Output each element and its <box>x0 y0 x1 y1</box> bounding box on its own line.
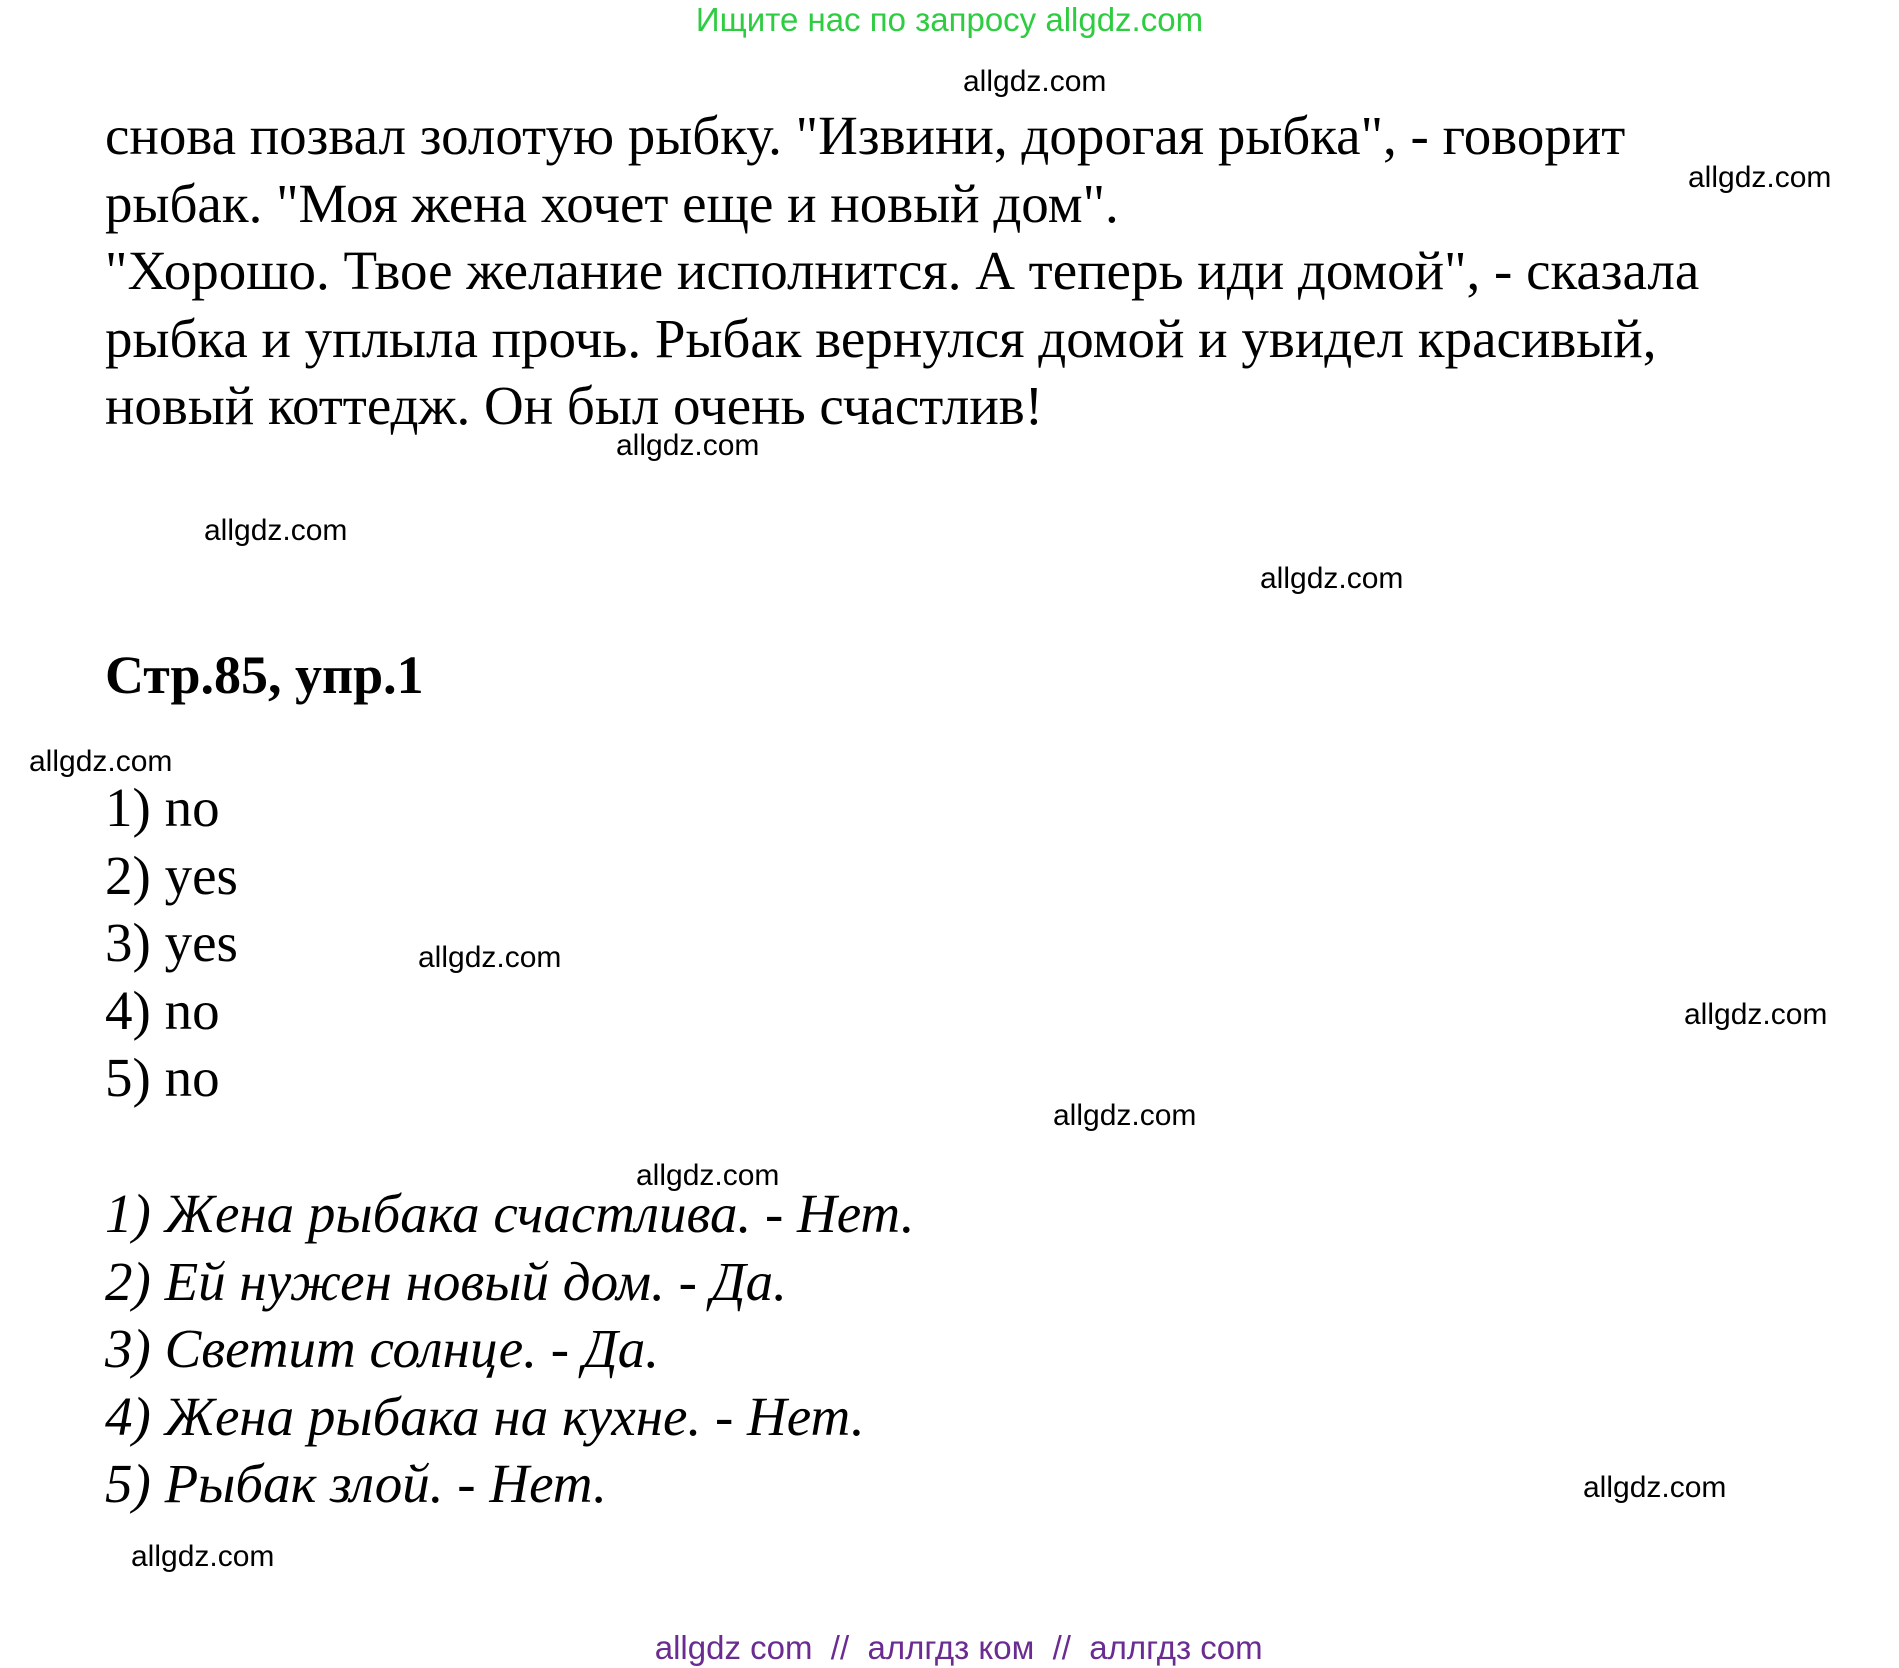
answer-item: 1) no <box>105 777 220 838</box>
paragraph-line: снова позвал золотую рыбку. "Извини, дорогая рыбка", - говорит <box>105 105 1626 166</box>
translation-item: 3) Светит солнце. - Да. <box>105 1318 660 1379</box>
watermark: allgdz.com <box>418 941 562 974</box>
exercise-heading: Стр.85, упр.1 <box>105 645 424 705</box>
banner-text[interactable]: Ищите нас по запросу allgdz.com <box>695 1 1204 38</box>
translation-item: 1) Жена рыбака счастлива. - Нет. <box>105 1183 915 1244</box>
paragraph-line: "Хорошо. Твое желание исполнится. А теперь иди домой", - сказала <box>105 240 1700 301</box>
footer-links[interactable] <box>0 1588 1899 1668</box>
paragraph-line: новый коттедж. Он был очень счастлив! <box>105 375 1044 436</box>
watermark: allgdz.com <box>963 65 1107 98</box>
paragraph-line: рыбка и уплыла прочь. Рыбак вернулся домой и увидел красивый, <box>105 307 1657 369</box>
translation-item: 5) Рыбак злой. - Нет. <box>105 1453 607 1514</box>
watermark: allgdz.com <box>636 1159 780 1192</box>
watermark: allgdz.com <box>131 1540 275 1573</box>
watermark: allgdz.com <box>616 429 760 462</box>
answer-item: 5) no <box>105 1047 220 1108</box>
footer-text[interactable]: allgdz com // аллгдз ком // аллгдз com <box>654 1629 1263 1666</box>
translation-item: 2) Ей нужен новый дом. - Да. <box>105 1250 787 1312</box>
watermark: allgdz.com <box>1053 1099 1197 1132</box>
translation-list <box>105 1180 915 1518</box>
watermark: allgdz.com <box>1688 161 1832 194</box>
watermark: allgdz.com <box>204 514 348 547</box>
answer-item: 3) yes <box>105 912 238 973</box>
story-paragraph <box>105 102 1885 440</box>
watermark: allgdz.com <box>29 745 173 778</box>
answer-list <box>105 774 238 1112</box>
watermark: allgdz.com <box>1260 562 1404 595</box>
answer-item: 2) yes <box>105 844 238 906</box>
answer-item: 4) no <box>105 979 220 1041</box>
paragraph-line: рыбак. "Моя жена хочет еще и новый дом". <box>105 172 1119 234</box>
watermark: allgdz.com <box>1583 1471 1727 1504</box>
watermark: allgdz.com <box>1684 998 1828 1031</box>
translation-item: 4) Жена рыбака на кухне. - Нет. <box>105 1385 865 1447</box>
top-banner[interactable] <box>0 0 1899 40</box>
